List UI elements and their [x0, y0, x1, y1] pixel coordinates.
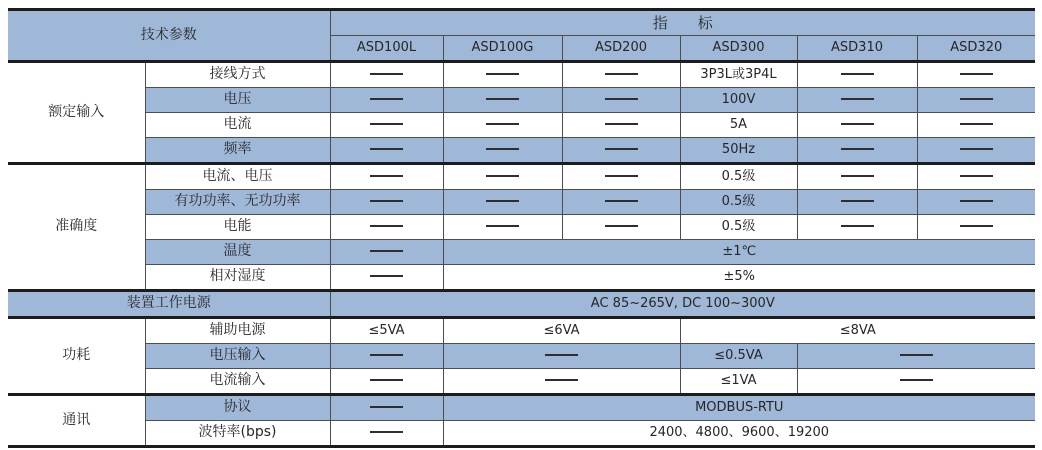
value-cell [797, 164, 917, 190]
value-cell [797, 88, 917, 113]
model-header-asd200: ASD200 [562, 36, 680, 62]
value-cell [562, 215, 680, 240]
table-row [8, 395, 1035, 421]
dash-placeholder [841, 98, 874, 100]
value-cell [443, 369, 680, 395]
dash-placeholder [486, 98, 519, 100]
value-cell: ≤1VA [680, 369, 797, 395]
dash-placeholder [370, 175, 403, 177]
param-label-cell: 温度 [145, 240, 330, 265]
dash-placeholder [486, 175, 519, 177]
dash-placeholder [841, 175, 874, 177]
value-cell: 2400、4800、9600、19200 [443, 421, 1035, 447]
value-cell: 0.5级 [680, 190, 797, 215]
param-label-cell: 协议 [145, 395, 330, 421]
value-cell [443, 190, 562, 215]
group-cell: 功耗 [8, 318, 145, 395]
dash-placeholder [370, 225, 403, 227]
table-row [8, 215, 1035, 240]
dash-placeholder [900, 379, 933, 381]
dash-placeholder [370, 431, 403, 433]
dash-placeholder [605, 98, 638, 100]
value-cell [562, 138, 680, 164]
spec-table-header [8, 10, 1035, 62]
dash-placeholder [960, 175, 993, 177]
model-header-asd100g: ASD100G [443, 36, 562, 62]
table-row [8, 291, 1035, 318]
value-cell: ≤0.5VA [680, 344, 797, 369]
value-cell [330, 369, 443, 395]
param-label-cell: 相对湿度 [145, 265, 330, 291]
table-row [8, 113, 1035, 138]
value-cell [443, 113, 562, 138]
param-label-cell: 波特率(bps) [145, 421, 330, 447]
dash-placeholder [841, 148, 874, 150]
dash-placeholder [370, 98, 403, 100]
param-label-cell: 电压 [145, 88, 330, 113]
group-cell: 额定输入 [8, 62, 145, 164]
value-cell [330, 265, 443, 291]
dash-placeholder [486, 148, 519, 150]
value-cell [917, 190, 1035, 215]
dash-placeholder [486, 73, 519, 75]
param-label-cell: 辅助电源 [145, 318, 330, 344]
dash-placeholder [370, 354, 403, 356]
value-cell [443, 62, 562, 88]
model-header-asd310: ASD310 [797, 36, 917, 62]
value-cell [917, 215, 1035, 240]
dash-placeholder [605, 148, 638, 150]
dash-placeholder [605, 73, 638, 75]
value-cell [330, 344, 443, 369]
value-cell [917, 164, 1035, 190]
group-cell: 通讯 [8, 395, 145, 447]
value-cell [797, 369, 1035, 395]
dash-placeholder [841, 123, 874, 125]
value-cell [330, 240, 443, 265]
value-cell: 3P3L或3P4L [680, 62, 797, 88]
value-cell: 0.5级 [680, 164, 797, 190]
model-header-asd320: ASD320 [917, 36, 1035, 62]
value-cell [330, 190, 443, 215]
param-label-cell: 电流、电压 [145, 164, 330, 190]
value-cell [562, 62, 680, 88]
value-cell: AC 85~265V, DC 100~300V [330, 291, 1035, 318]
value-cell: ≤5VA [330, 318, 443, 344]
value-cell [562, 190, 680, 215]
value-cell: ±5% [443, 265, 1035, 291]
value-cell [797, 62, 917, 88]
value-cell: 50Hz [680, 138, 797, 164]
table-row [8, 265, 1035, 291]
dash-placeholder [545, 379, 578, 381]
param-label-cell: 电流 [145, 113, 330, 138]
dash-placeholder [370, 73, 403, 75]
table-row [8, 344, 1035, 369]
table-row [8, 62, 1035, 88]
dash-placeholder [841, 225, 874, 227]
value-cell [330, 113, 443, 138]
table-row [8, 421, 1035, 447]
indicator-header: 指 标 [330, 10, 1035, 36]
table-row [8, 190, 1035, 215]
spec-table-body [8, 62, 1035, 447]
dash-placeholder [960, 200, 993, 202]
table-row [8, 369, 1035, 395]
value-cell [917, 113, 1035, 138]
dash-placeholder [605, 175, 638, 177]
group-label-cell: 装置工作电源 [8, 291, 330, 318]
dash-placeholder [960, 225, 993, 227]
value-cell [443, 164, 562, 190]
dash-placeholder [486, 225, 519, 227]
value-cell [330, 215, 443, 240]
value-cell [917, 88, 1035, 113]
tech-params-header: 技术参数 [8, 10, 330, 62]
dash-placeholder [960, 98, 993, 100]
value-cell: ±1℃ [443, 240, 1035, 265]
dash-placeholder [370, 123, 403, 125]
value-cell [443, 344, 680, 369]
group-cell: 准确度 [8, 164, 145, 291]
value-cell [443, 88, 562, 113]
param-label-cell: 电能 [145, 215, 330, 240]
dash-placeholder [605, 225, 638, 227]
model-header-asd100l: ASD100L [330, 36, 443, 62]
table-row [8, 164, 1035, 190]
dash-placeholder [841, 73, 874, 75]
value-cell [797, 138, 917, 164]
dash-placeholder [960, 148, 993, 150]
value-cell [917, 138, 1035, 164]
param-label-cell: 频率 [145, 138, 330, 164]
dash-placeholder [486, 200, 519, 202]
dash-placeholder [370, 250, 403, 252]
spec-table [8, 8, 1035, 448]
dash-placeholder [605, 123, 638, 125]
value-cell [797, 215, 917, 240]
spec-sheet [8, 8, 1035, 448]
param-label-cell: 有功功率、无功功率 [145, 190, 330, 215]
value-cell: 0.5级 [680, 215, 797, 240]
dash-placeholder [900, 354, 933, 356]
value-cell [917, 62, 1035, 88]
table-row [8, 318, 1035, 344]
dash-placeholder [370, 148, 403, 150]
value-cell [797, 113, 917, 138]
dash-placeholder [605, 200, 638, 202]
value-cell [562, 88, 680, 113]
dash-placeholder [370, 275, 403, 277]
value-cell: MODBUS-RTU [443, 395, 1035, 421]
value-cell [562, 164, 680, 190]
value-cell [330, 138, 443, 164]
value-cell: ≤6VA [443, 318, 680, 344]
value-cell [797, 344, 1035, 369]
value-cell: 100V [680, 88, 797, 113]
dash-placeholder [370, 200, 403, 202]
param-label-cell: 接线方式 [145, 62, 330, 88]
dash-placeholder [960, 123, 993, 125]
table-row [8, 88, 1035, 113]
value-cell [330, 421, 443, 447]
param-label-cell: 电流输入 [145, 369, 330, 395]
table-row [8, 240, 1035, 265]
value-cell [443, 138, 562, 164]
dash-placeholder [370, 406, 403, 408]
value-cell [330, 88, 443, 113]
value-cell [797, 190, 917, 215]
model-header-asd300: ASD300 [680, 36, 797, 62]
value-cell [330, 62, 443, 88]
value-cell [330, 164, 443, 190]
dash-placeholder [486, 123, 519, 125]
dash-placeholder [370, 379, 403, 381]
dash-placeholder [841, 200, 874, 202]
table-row [8, 138, 1035, 164]
value-cell: 5A [680, 113, 797, 138]
value-cell [330, 395, 443, 421]
param-label-cell: 电压输入 [145, 344, 330, 369]
value-cell [443, 215, 562, 240]
header-row-top [8, 10, 1035, 36]
value-cell: ≤8VA [680, 318, 1035, 344]
dash-placeholder [545, 354, 578, 356]
dash-placeholder [960, 73, 993, 75]
value-cell [562, 113, 680, 138]
